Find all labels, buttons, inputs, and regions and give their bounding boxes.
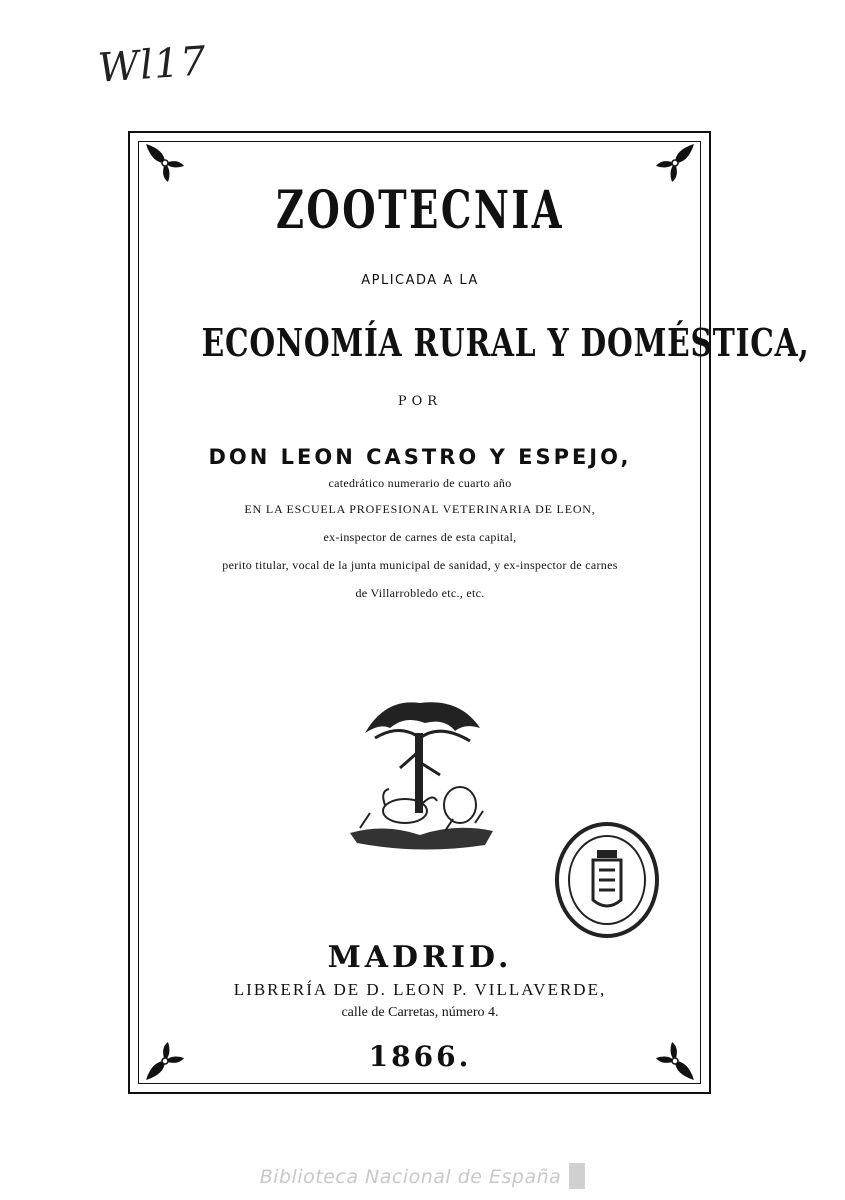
pastoral-vignette-icon [345,693,495,863]
book-title: ZOOTECNIA [275,180,565,241]
library-watermark-text: Biblioteca Nacional de España [259,1166,562,1188]
title-page [140,140,810,1085]
author-credential: EN LA ESCUELA PROFESIONAL VETERINARIA DE LEON, [244,502,596,516]
author-credential: ex-inspector de carnes de esta capital, [323,530,517,544]
library-watermark [0,1163,845,1189]
book-subtitle: ECONOMÍA RURAL Y DOMÉSTICA, [201,320,810,365]
author-credential: perito titular, vocal de la junta municipal de sanidad, y ex-inspector de carnes [222,558,618,572]
author-credential: catedrático numerario de cuarto año [328,476,512,490]
imprint-address: calle de Carretas, número 4. [341,1005,499,1020]
imprint-year: 1866. [368,1040,472,1073]
author-name: DON LEON CASTRO Y ESPEJO, [208,445,632,469]
imprint-city: MADRID. [327,940,513,975]
by-line: POR [397,394,443,409]
library-stamp-icon [553,820,661,940]
imprint-publisher: LIBRERÍA DE D. LEON P. VILLAVERDE, [233,980,607,999]
author-credential: de Villarrobledo etc., etc. [355,586,485,600]
handwritten-note: Wl17 [96,38,209,92]
library-logo-icon [569,1163,585,1189]
title-connector: APLICADA A LA [361,273,479,288]
